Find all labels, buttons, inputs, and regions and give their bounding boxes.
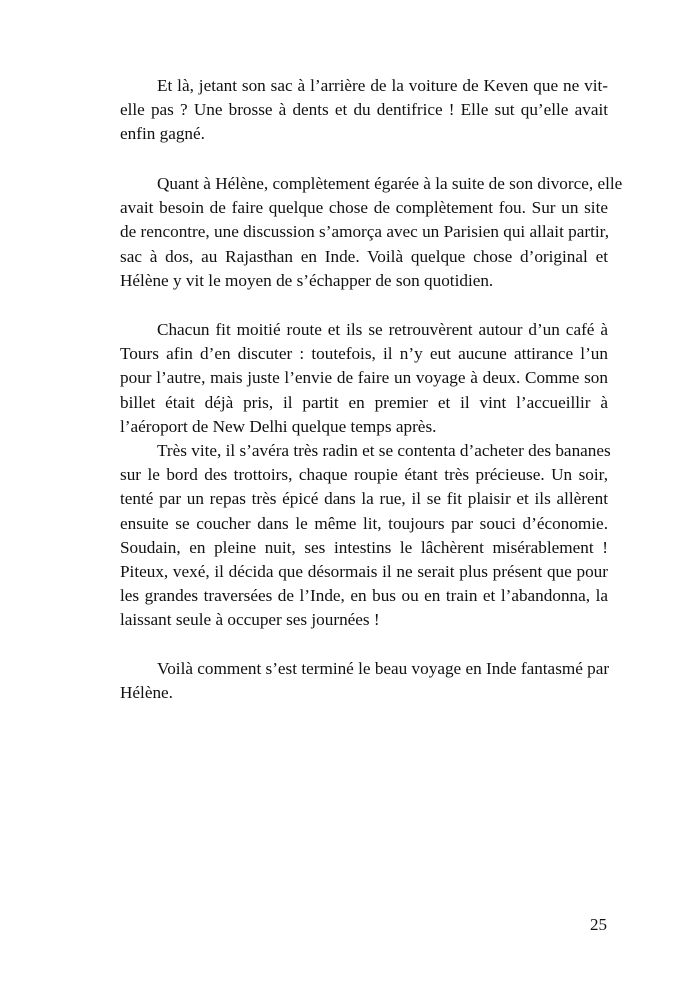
paragraph-2-line-4: sac à dos, au Rajasthan en Inde. Voilà quelque chose d’original et [120,246,608,266]
paragraph-5-line-1: Voilà comment s’est terminé le beau voyage en Inde fantasmé par [157,659,610,678]
paragraph-3-line-5: l’aéroport de New Delhi quelque temps après. [120,416,437,436]
page-number: 25 [590,915,607,934]
paragraph-1-line-2: elle pas ? Une brosse à dents et du dentifrice ! Elle sut qu’elle avait [120,100,608,120]
paragraph-4-line-1: Très vite, il s’avéra très radin et se contenta d’acheter des bananes [157,441,611,460]
paragraph-3-line-1: Chacun fit moitié route et ils se retrouvèrent autour d’un café à [157,320,608,339]
paragraph-1-line-3: enfin gagné. [120,124,205,144]
paragraph-4-line-3: tenté par un repas très épicé dans la rue, il se fit plaisir et ils allèrent [120,489,608,509]
paragraph-4 [83,439,611,633]
paragraph-2-line-5: Hélène y vit le moyen de s’échapper de son quotidien. [120,270,494,290]
paragraph-4-line-4: ensuite se coucher dans le même lit, toujours par souci d’économie. [120,513,608,533]
paragraph-1 [83,74,608,147]
paragraph-4-line-5: Soudain, en pleine nuit, ses intestins le lâchèrent misérablement ! [120,537,608,557]
paragraph-3-line-2: Tours afin d’en discuter : toutefois, il n’y eut aucune attirance l’un [120,344,608,364]
paragraph-4-line-8: laissant seule à occuper ses journées ! [120,610,380,630]
paragraph-4-line-7: les grandes traversées de l’Inde, en bus ou en train et l’abandonna, la [120,586,608,606]
paragraph-2 [83,172,623,293]
paragraph-4-line-2: sur le bord des trottoirs, chaque roupie étant très précieuse. Un soir, [120,465,608,485]
paragraph-3-line-3: pour l’autre, mais juste l’envie de faire un voyage à deux. Comme son [120,368,608,388]
paragraph-3 [83,318,608,439]
paragraph-1-line-1: Et là, jetant son sac à l’arrière de la voiture de Keven que ne vit- [157,76,608,95]
paragraph-2-line-2: avait besoin de faire quelque chose de complètement fou. Sur un site [120,198,608,218]
paragraph-5 [83,657,608,705]
paragraph-2-line-1: Quant à Hélène, complètement égarée à la suite de son divorce, elle [157,174,623,193]
paragraph-4-line-6: Piteux, vexé, il décida que désormais il ne serait plus présent que pour [120,562,608,582]
paragraph-5-line-2: Hélène. [120,683,173,703]
paragraph-3-line-4: billet était déjà pris, il partit en premier et il vint l’accueillir à [120,392,608,412]
paragraph-2-line-3: de rencontre, une discussion s’amorça avec un Parisien qui allait partir, [120,222,609,242]
